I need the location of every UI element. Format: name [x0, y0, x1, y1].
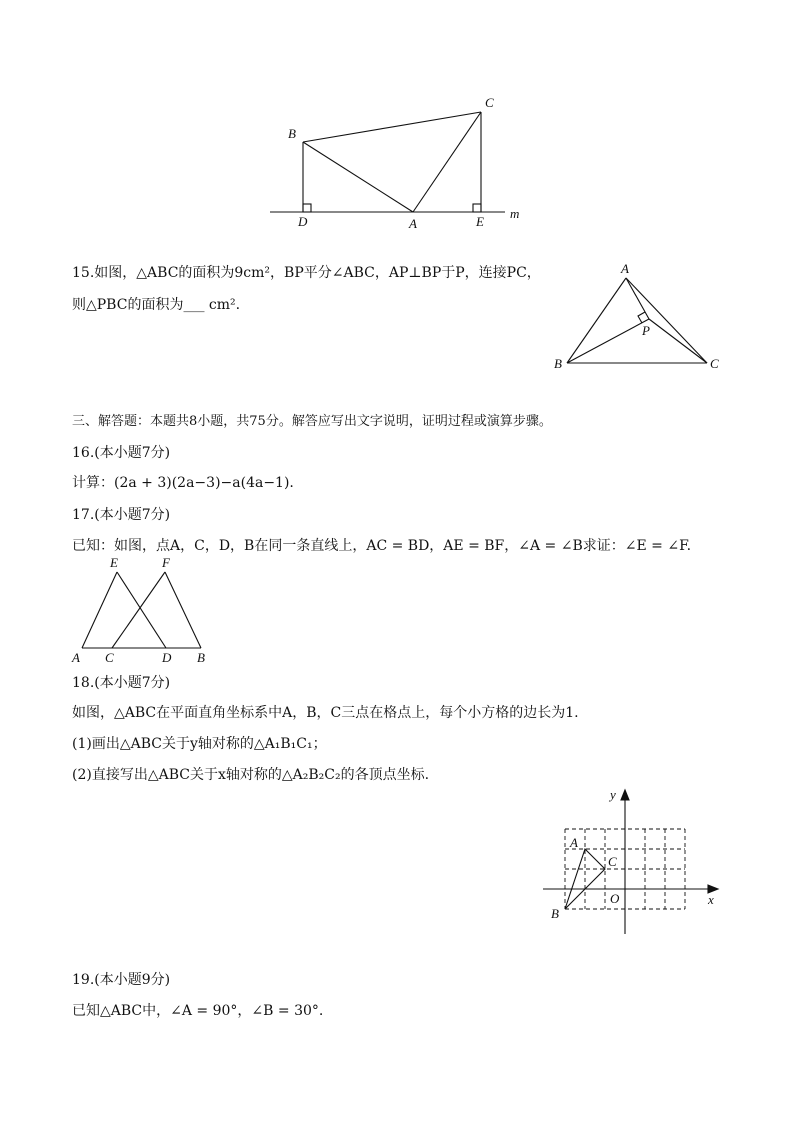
section-3-heading: 三、解答题：本题共8小题，共75分。解答应写出文字说明，证明过程或演算步骤。: [72, 414, 552, 429]
q17-body: 已知：如图，点A，C，D，B在同一条直线上，AC = BD，AE = BF，∠A = ∠B求证：∠E = ∠F.: [72, 538, 692, 554]
label-C: C: [710, 356, 719, 371]
label-B: B: [197, 650, 205, 665]
label-A: A: [72, 650, 80, 665]
label-P: P: [642, 323, 650, 338]
label-C: C: [608, 854, 617, 869]
label-A: A: [621, 261, 629, 276]
label-E: E: [110, 555, 118, 570]
q15-line2: 则△PBC的面积为___ cm².: [72, 297, 241, 313]
label-O: O: [610, 891, 620, 906]
q15-line1: 15.如图，△ABC的面积为9cm²，BP平分∠ABC，AP⊥BP于P，连接PC，: [72, 265, 541, 281]
label-F: F: [162, 555, 170, 570]
label-D: D: [298, 214, 308, 229]
label-C: C: [485, 95, 494, 110]
q19-body: 已知△ABC中，∠A = 90°，∠B = 30°.: [72, 1003, 324, 1019]
label-A: A: [570, 835, 578, 850]
q18-header: 18.(本小题7分): [72, 675, 171, 691]
label-B: B: [551, 906, 559, 921]
q19-header: 19.(本小题9分): [72, 972, 171, 988]
label-x: x: [708, 892, 714, 907]
label-B: B: [554, 356, 562, 371]
q17-header: 17.(本小题7分): [72, 507, 171, 523]
label-C: C: [105, 650, 114, 665]
q18-body: 如图，△ABC在平面直角坐标系中A，B，C三点在格点上，每个小方格的边长为1.: [72, 705, 579, 721]
label-A: A: [409, 216, 417, 231]
label-B: B: [288, 126, 296, 141]
q18-part1: (1)画出△ABC关于y轴对称的△A₁B₁C₁；: [72, 736, 327, 752]
label-y: y: [610, 787, 616, 802]
q16-body: 计算：(2a + 3)(2a−3)−a(4a−1).: [72, 475, 294, 491]
label-E: E: [476, 214, 484, 229]
label-D: D: [162, 650, 172, 665]
q16-header: 16.(本小题7分): [72, 445, 171, 461]
q18-part2: (2)直接写出△ABC关于x轴对称的△A₂B₂C₂的各顶点坐标.: [72, 767, 430, 783]
label-m: m: [510, 206, 520, 221]
